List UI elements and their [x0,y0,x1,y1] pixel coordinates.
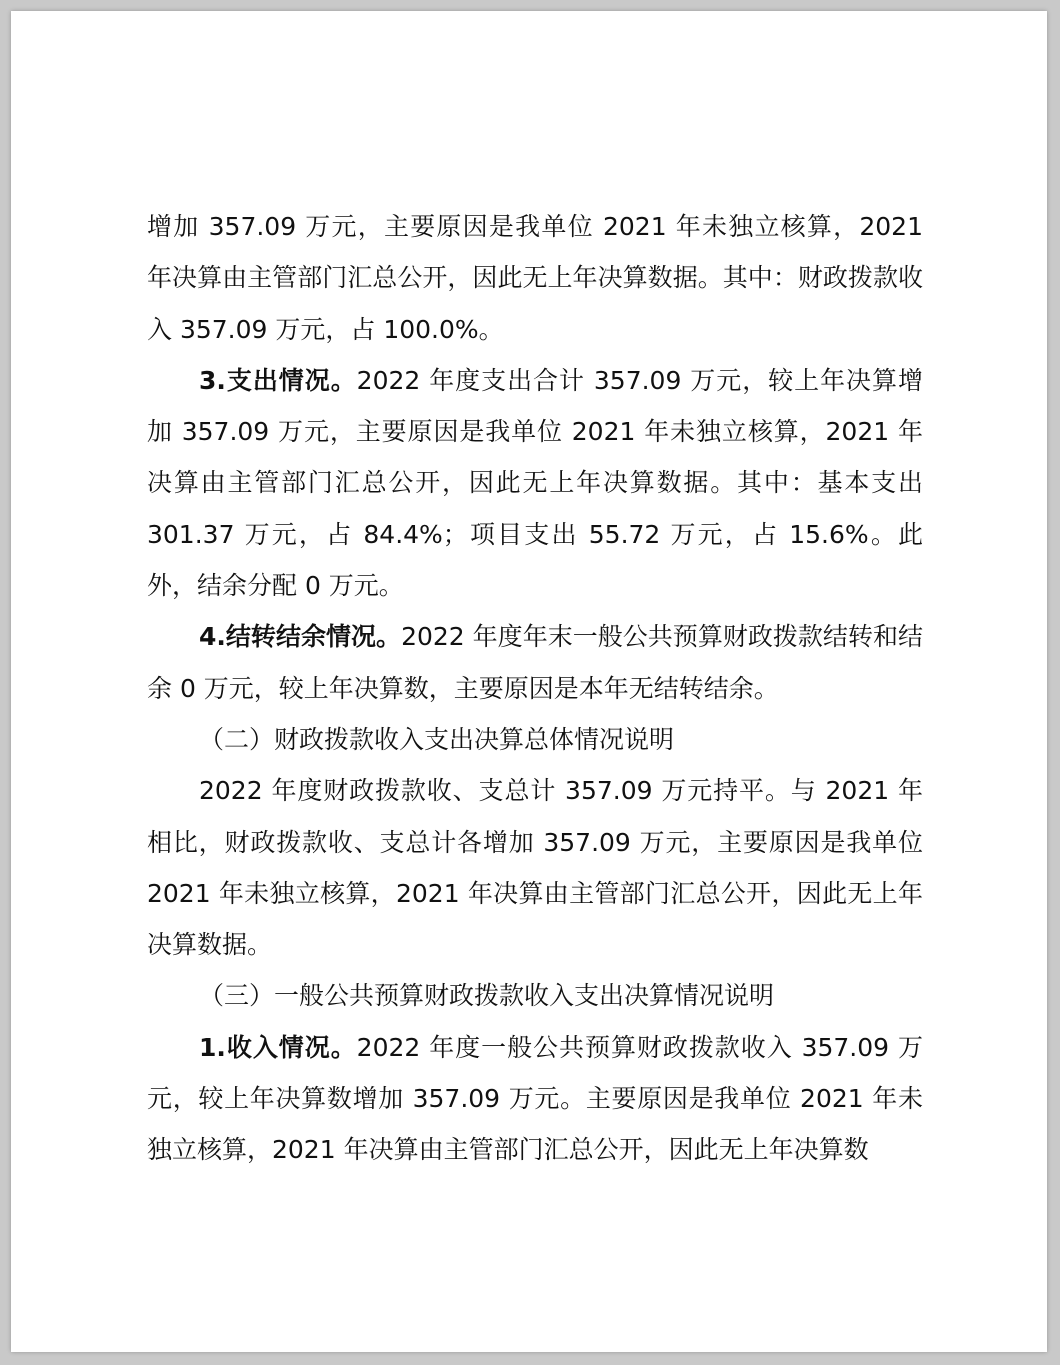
heading-fiscal-overall: （二）财政拨款收入支出决算总体情况说明 [199,724,675,754]
section-title-carryover: 4.结转结余情况。 [199,622,402,652]
paragraph-general-income [147,1022,923,1176]
paragraph-fiscal-overall: 2022 年度财政拨款收、支总计 357.09 万元持平。与 2021 年相比，财政拨款收、支总计各增加 357.09 万元，主要原因是我单位 2021 年未独立核算，2021 年决算由主管部门汇总公开，因此无上年决算数据。 [147,776,923,960]
paragraph-expenditure [147,355,923,611]
paragraph-general-income-body: 2022 年度一般公共预算财政拨款收入 357.09 万元，较上年决算数增加 357.09 万元。主要原因是我单位 2021 年未独立核算，2021 年决算由主管部门汇总公开，因此无上年决算数 [147,1032,923,1165]
paragraph-carryover-body: 2022 年度年末一般公共预算财政拨款结转和结余 0 万元，较上年决算数，主要原因是本年无结转结余。 [147,622,923,703]
paragraph-income-continued: 增加 357.09 万元，主要原因是我单位 2021 年未独立核算，2021 年决算由主管部门汇总公开，因此无上年决算数据。其中：财政拨款收入 357.09 万元，占 100.0%。 [147,212,923,344]
paragraph-expenditure-body: 2022 年度支出合计 357.09 万元，较上年决算增加 357.09 万元，主要原因是我单位 2021 年未独立核算，2021 年决算由主管部门汇总公开，因此无上年决算数据。其中：基本支出 301.37 万元，占 84.4%；项目支出 55.72 万元，占 15.6%。此外，结余分配 0 万元。 [147,365,923,601]
document-page [11,11,1047,1352]
heading-general-budget: （三）一般公共预算财政拨款收入支出决算情况说明 [199,981,775,1011]
section-title-expenditure: 3.支出情况。 [199,365,357,395]
section-title-general-income: 1.收入情况。 [199,1032,357,1062]
document-body [147,201,923,1176]
paragraph-carryover [147,611,923,714]
